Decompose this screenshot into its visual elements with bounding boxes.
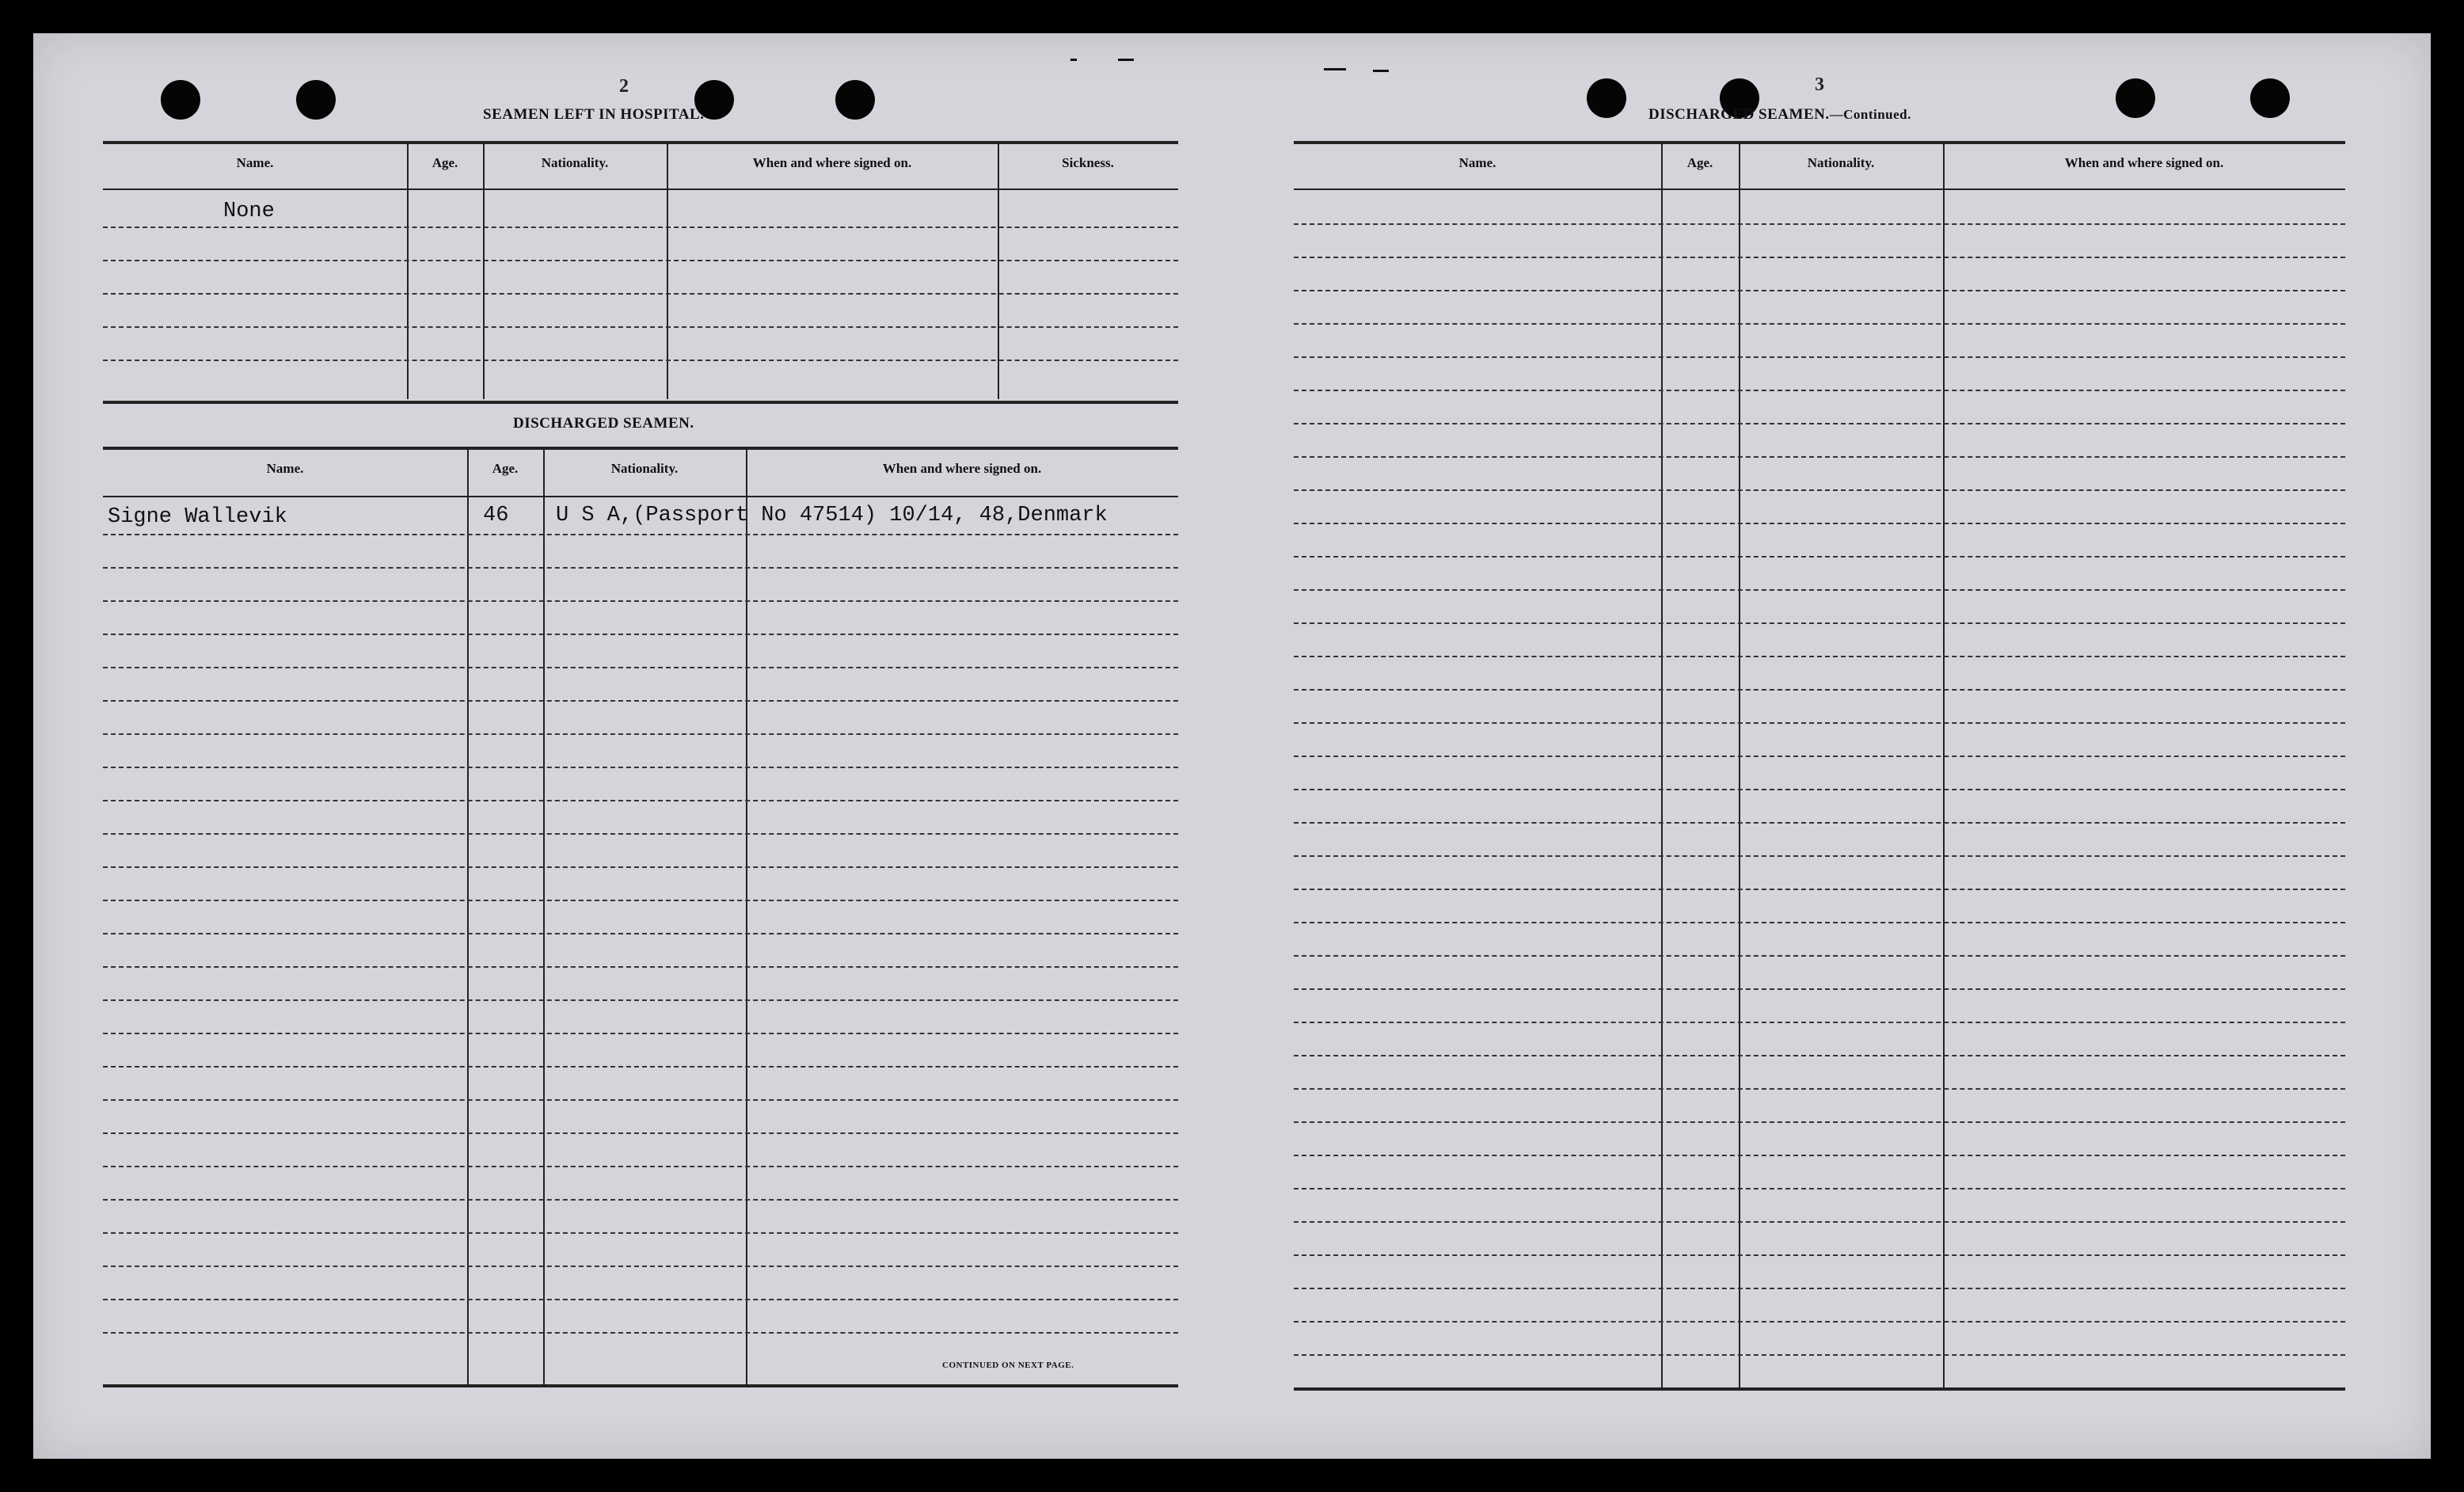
header-rule (1294, 188, 2345, 190)
ruled-line (103, 600, 1178, 602)
discharged-section-title: DISCHARGED SEAMEN. (513, 415, 694, 432)
ruled-line (1294, 722, 2345, 724)
ruled-line (103, 1132, 1178, 1134)
ruled-line (103, 534, 1178, 535)
col-header-name: Name. (1458, 155, 1496, 170)
ruled-line (1294, 1221, 2345, 1223)
discharged-name-cell: Signe Wallevik (108, 505, 287, 529)
binder-hole (1587, 78, 1626, 118)
col-header-signed-on: When and where signed on. (752, 155, 912, 170)
ruled-line (1294, 489, 2345, 491)
ruled-line (1294, 223, 2345, 225)
ruled-line (1294, 656, 2345, 657)
col-header-age: Age. (492, 461, 519, 476)
ruled-line (103, 1199, 1178, 1201)
ruled-line (103, 1332, 1178, 1334)
ruled-line (103, 700, 1178, 702)
ruled-line (1294, 1254, 2345, 1256)
hospital-section-title: SEAMEN LEFT IN HOSPITAL. (483, 106, 705, 123)
discharged-age-cell: 46 (483, 504, 509, 527)
ruled-line (1294, 622, 2345, 624)
col-divider (746, 450, 747, 1384)
ruled-line (1294, 290, 2345, 291)
col-header-age: Age. (1686, 155, 1713, 170)
ruled-line (1294, 1055, 2345, 1056)
ruled-line (1294, 955, 2345, 957)
table-top-rule (103, 141, 1178, 144)
ruled-line (1294, 356, 2345, 358)
ruled-line (103, 1299, 1178, 1300)
title-main: DISCHARGED SEAMEN. (1648, 106, 1830, 123)
ruled-line (103, 226, 1178, 228)
ruled-line (103, 866, 1178, 868)
ruled-line (1294, 523, 2345, 524)
col-header-nationality: Nationality. (1807, 155, 1875, 170)
ruled-line (103, 567, 1178, 569)
ruled-line (103, 1099, 1178, 1101)
table-bottom-rule (103, 1384, 1178, 1387)
col-divider (1943, 144, 1945, 1387)
hospital-name-cell: None (223, 200, 275, 223)
ruled-line (103, 1066, 1178, 1068)
ruled-line (103, 833, 1178, 835)
ruled-line (1294, 1155, 2345, 1156)
ruled-line (1294, 1022, 2345, 1023)
table-bottom-rule (1294, 1387, 2345, 1391)
col-header-age: Age. (432, 155, 458, 170)
ruled-line (1294, 1088, 2345, 1090)
continued-footer: CONTINUED ON NEXT PAGE. (942, 1361, 1074, 1370)
ruled-line (103, 260, 1178, 261)
ruled-line (103, 360, 1178, 361)
page-number: 2 (619, 76, 629, 97)
col-header-name: Name. (266, 461, 304, 476)
ruled-line (1294, 689, 2345, 691)
binder-hole (161, 80, 200, 120)
ruled-line (103, 1033, 1178, 1034)
ruled-line (1294, 789, 2345, 790)
table-bottom-rule (103, 401, 1178, 404)
page-number: 3 (1815, 74, 1824, 95)
col-header-nationality: Nationality. (610, 461, 679, 476)
ruled-line (103, 1166, 1178, 1167)
ruled-line (1294, 889, 2345, 890)
stray-mark (1070, 59, 1077, 61)
ruled-line (103, 999, 1178, 1001)
ruled-line (1294, 1188, 2345, 1189)
ruled-line (1294, 456, 2345, 458)
ruled-line (103, 1232, 1178, 1234)
ruled-line (1294, 922, 2345, 923)
ruled-line (103, 667, 1178, 668)
col-header-name: Name. (236, 155, 274, 170)
ruled-line (103, 767, 1178, 768)
col-header-sickness: Sickness. (1062, 155, 1114, 170)
ruled-line (1294, 423, 2345, 424)
ruled-line (1294, 257, 2345, 258)
manifest-sheet (33, 33, 2431, 1459)
discharged-nationality-cell: U S A,(Passport No 47514) 10/14, 48,Denmark (556, 504, 1108, 527)
ruled-line (1294, 855, 2345, 857)
table-top-rule (103, 447, 1178, 450)
ruled-line (1294, 822, 2345, 824)
discharged-continued-title (1648, 106, 1911, 124)
table-top-rule (1294, 141, 2345, 144)
col-divider (1661, 144, 1663, 1387)
binder-hole (2116, 78, 2155, 118)
col-header-signed-on: When and where signed on. (882, 461, 1042, 476)
ruled-line (1294, 556, 2345, 558)
ruled-line (103, 293, 1178, 295)
ruled-line (1294, 1121, 2345, 1123)
ruled-line (1294, 390, 2345, 391)
ruled-line (103, 800, 1178, 801)
ruled-line (1294, 589, 2345, 591)
stray-mark (1324, 68, 1346, 70)
ruled-line (1294, 756, 2345, 757)
stray-mark (1373, 70, 1389, 72)
ruled-line (1294, 323, 2345, 325)
stray-mark (1118, 59, 1134, 61)
col-header-nationality: Nationality. (541, 155, 609, 170)
ruled-line (103, 733, 1178, 735)
col-divider (543, 450, 545, 1384)
binder-hole (296, 80, 336, 120)
col-divider (467, 450, 469, 1384)
ruled-line (103, 900, 1178, 901)
ruled-line (103, 966, 1178, 968)
binder-hole (835, 80, 875, 120)
ruled-line (103, 933, 1178, 934)
ruled-line (1294, 988, 2345, 990)
ruled-line (103, 634, 1178, 635)
title-suffix: —Continued. (1829, 107, 1911, 122)
binder-hole (2250, 78, 2290, 118)
ruled-line (103, 1266, 1178, 1267)
ruled-line (1294, 1354, 2345, 1356)
header-rule (103, 496, 1178, 497)
header-rule (103, 188, 1178, 190)
ruled-line (1294, 1288, 2345, 1289)
col-divider (1739, 144, 1740, 1387)
ruled-line (103, 326, 1178, 328)
col-header-signed-on: When and where signed on. (2064, 155, 2224, 170)
ruled-line (1294, 1321, 2345, 1323)
